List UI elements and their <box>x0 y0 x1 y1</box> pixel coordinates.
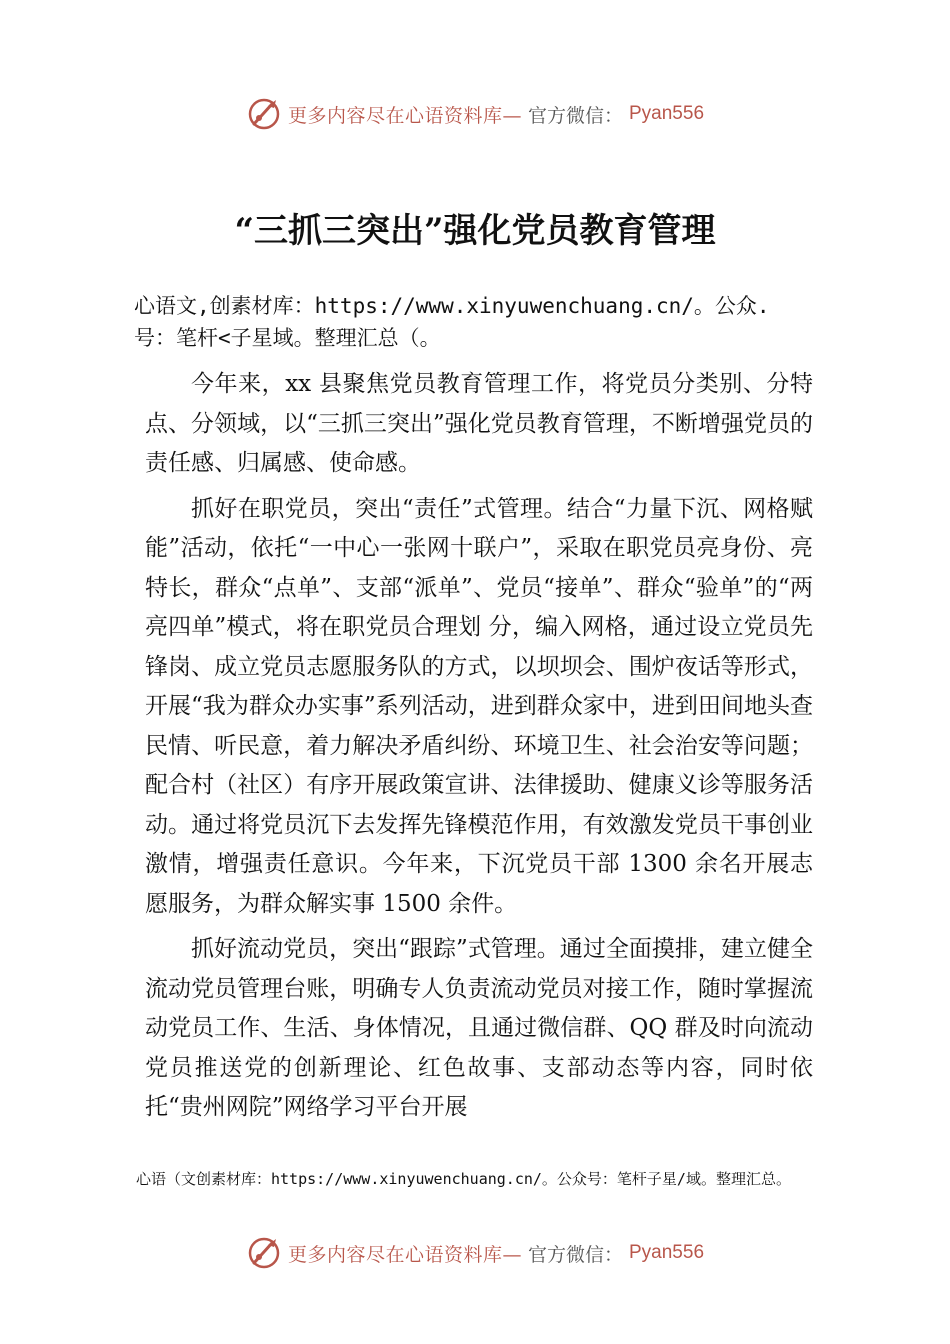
source-note-line-2: 号：笔杆<子星域。整理汇总（。 <box>134 326 441 350</box>
banner-wechat-label: 官方微信： <box>527 104 623 127</box>
banner-text: 更多内容尽在心语资料库— <box>287 104 522 127</box>
banner-wechat-id: Pyan556 <box>629 1242 705 1263</box>
banner-wechat-id: Pyan556 <box>629 103 705 124</box>
header-banner <box>0 96 950 132</box>
source-note <box>134 290 834 354</box>
footer-banner <box>0 1235 950 1271</box>
logo-icon <box>246 1235 282 1271</box>
logo-icon <box>246 96 282 132</box>
document-body <box>145 365 813 1134</box>
banner-text: 更多内容尽在心语资料库— <box>287 1243 522 1266</box>
paragraph-2: 抓好在职党员，突出“责任”式管理。结合“力量下沉、网格赋能”活动，依托“一中心一张网十联户”，采取在职党员亮身份、亮特长，群众“点单”、支部“派单”、党员“接单”、群众“验单”的“两亮四单”模式，将在职党员合理划 分，编入网格，通过设立党员先锋岗、成立党员志愿服务队的方式，以坝坝会、围炉夜话等形式，开展“我为群众办实事”系列活动，进到群众家中，进到田间地头查民情、听民意，着力解决矛盾纠纷、环境卫生、社会治安等问题；配合村（社区）有序开展政策宣讲、法律援助、健康义诊等服务活动。通过将党员沉下去发挥先锋模范作用，有效激发党员干事创业激情，增强责任意识。今年来，下沉党员干部 1300 余名开展志愿服务，为群众解实事 1500 余件。 <box>145 495 813 917</box>
paragraph-3: 抓好流动党员，突出“跟踪”式管理。通过全面摸排，建立健全流动党员管理台账，明确专人负责流动党员对接工作，随时掌握流动党员工作、生活、身体情况，且通过微信群、QQ 群及时向流动党员推送党的创新理论、红色故事、支部动态等内容，同时依托“贵州网院”网络学习平台开展 <box>145 936 813 1120</box>
footer-note: 心语（文创素材库：https://www.xinyuwenchuang.cn/。公众号：笔杆子星/域。整理汇总。 <box>136 1170 791 1188</box>
banner-wechat-label: 官方微信： <box>527 1243 623 1266</box>
source-note-line-1: 心语文,创素材库：https://www.xinyuwenchuang.cn/。公众. <box>134 294 770 318</box>
document-title: “三抓三突出”强化党员教育管理 <box>234 211 716 251</box>
paragraph-1: 今年来，xx 县聚焦党员教育管理工作，将党员分类别、分特点、分领域，以“三抓三突出”强化党员教育管理，不断增强党员的责任感、归属感、使命感。 <box>145 371 813 476</box>
